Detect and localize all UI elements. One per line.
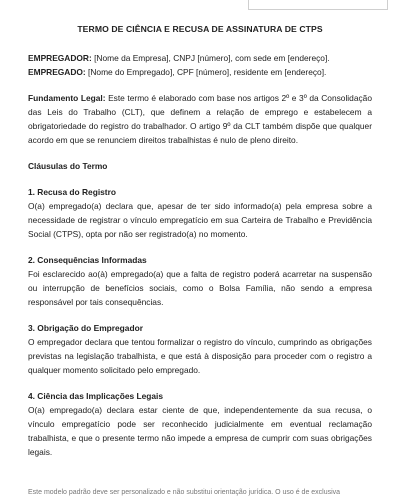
section-text: Foi esclarecido ao(à) empregado(a) que a falta de registro poderá acarretar na suspensão ou interrupção de benefícios sociais, como o Bolsa Família, não sendo a empresa responsável por tais consequências. <box>28 269 372 307</box>
employer-text: [Nome da Empresa], CNPJ [número], com sede em [endereço]. <box>91 53 330 63</box>
clauses-heading: Cláusulas do Termo <box>28 161 108 171</box>
employee-label: EMPREGADO: <box>28 67 86 77</box>
section-title: 2. Consequências Informadas <box>28 255 147 265</box>
section-title: 4. Ciência das Implicações Legais <box>28 391 163 401</box>
top-frame <box>248 0 388 10</box>
section-title: 1. Recusa do Registro <box>28 187 116 197</box>
employee-text: [Nome do Empregado], CPF [número], residente em [endereço]. <box>85 67 327 77</box>
document-body <box>28 22 372 459</box>
legal-basis-label: Fundamento Legal: <box>28 93 106 103</box>
employer-label: EMPREGADOR: <box>28 53 92 63</box>
section-2 <box>28 253 372 309</box>
section-4 <box>28 389 372 459</box>
section-3 <box>28 321 372 377</box>
spacer <box>28 377 372 389</box>
legal-basis-text: Este termo é elaborado com base nos artigos 2º e 3º da Consolidação das Leis do Trabalho (CLT), que definem a relação de emprego e estabelecem a obrigatoriedade do registro do trabalhador. O artigo 9º da CLT também dispõe que qualquer acordo em que se renunciem direitos trabalhistas é nulo de pleno direito. <box>28 93 372 145</box>
spacer <box>28 173 372 185</box>
section-1 <box>28 185 372 241</box>
spacer <box>28 241 372 253</box>
section-text: O empregador declara que tentou formalizar o registro do vínculo, cumprindo as obrigações previstas na legislação trabalhista, e que está à disposição para proceder com o registro a qualquer momento solicitado pelo empregado. <box>28 337 372 375</box>
spacer <box>28 309 372 321</box>
section-title: 3. Obrigação do Empregador <box>28 323 143 333</box>
document-title: TERMO DE CIÊNCIA E RECUSA DE ASSINATURA DE CTPS <box>77 24 323 34</box>
footer-disclaimer: Este modelo padrão deve ser personalizado e não substitui orientação jurídica. O uso é de exclusiva <box>28 489 341 496</box>
spacer <box>28 79 372 91</box>
employee-line <box>28 65 372 79</box>
section-text: O(a) empregado(a) declara estar ciente de que, independentemente da sua recusa, o vínculo empregatício pode ser reconhecido judicialmente em eventual reclamação trabalhista, e que o presente termo não impede a empresa de cumprir com suas obrigações legais. <box>28 405 372 457</box>
employer-line <box>28 51 372 65</box>
spacer <box>28 147 372 159</box>
section-text: O(a) empregado(a) declara que, apesar de ter sido informado(a) pela empresa sobre a necessidade de registrar o vínculo empregatício em sua Carteira de Trabalho e Previdência Social (CTPS), opta por não ser registrado(a) no momento. <box>28 201 372 239</box>
legal-basis-paragraph <box>28 91 372 147</box>
